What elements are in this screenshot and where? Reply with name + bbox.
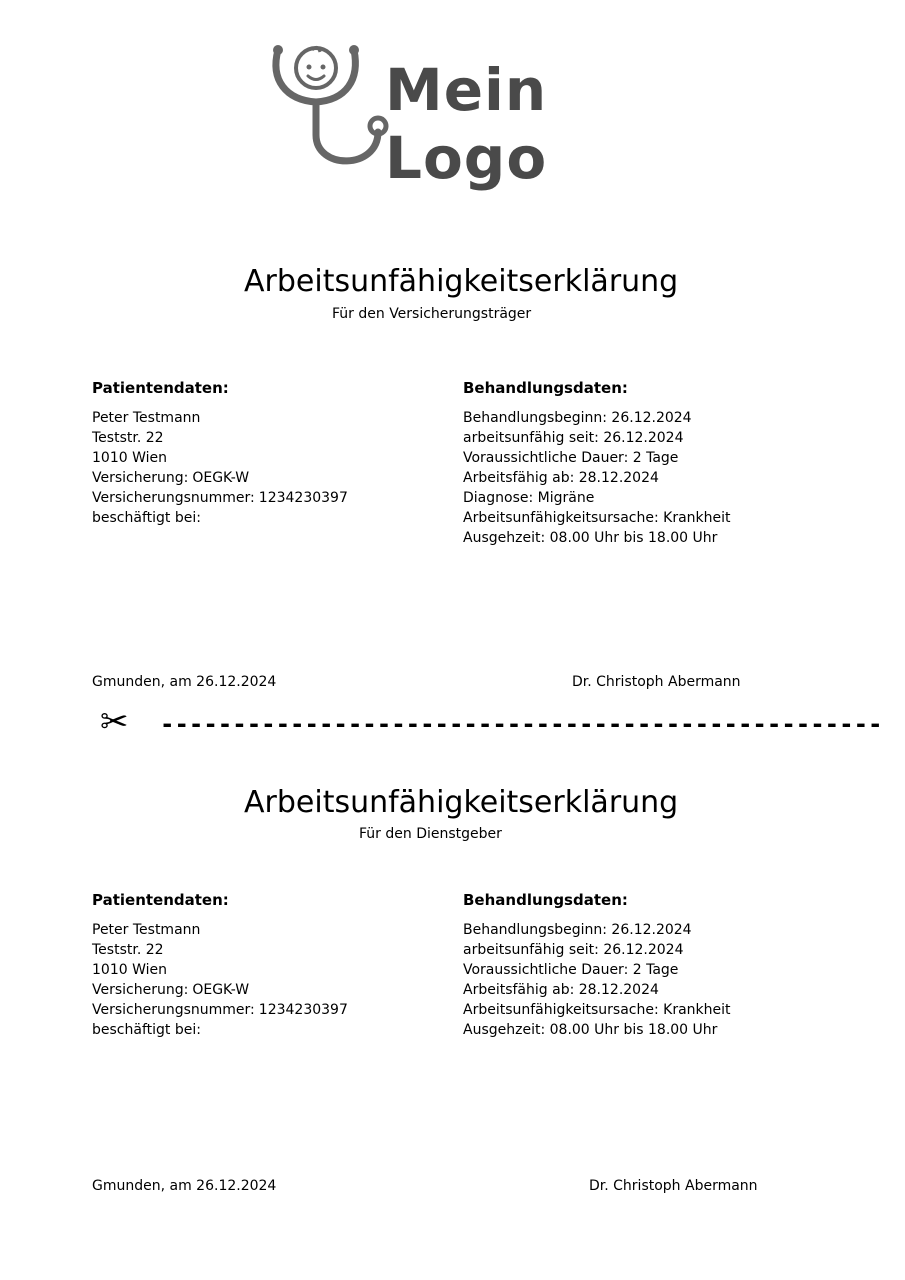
cut-dashes: -------------------------------------------------- xyxy=(160,710,883,738)
doctor-name: Dr. Christoph Abermann xyxy=(589,1178,758,1194)
patient-employer: beschäftigt bei: xyxy=(92,510,201,526)
patient-insurance-number xyxy=(92,488,348,508)
treatment-line: Behandlungsbeginn: 26.12.2024 xyxy=(463,922,692,938)
insno-value: 1234230397 xyxy=(258,1002,348,1018)
treatment-line: Ausgehzeit: 08.00 Uhr bis 18.00 Uhr xyxy=(463,530,718,546)
place-date: Gmunden, am 26.12.2024 xyxy=(92,674,277,690)
insurance-label: Versicherung: xyxy=(92,982,189,998)
patient-insurance-number xyxy=(92,1000,348,1020)
place-date: Gmunden, am 26.12.2024 xyxy=(92,1178,277,1194)
patient-insurance xyxy=(92,468,348,488)
insurance-label: Versicherung: xyxy=(92,470,189,486)
treatment-line: Diagnose: Migräne xyxy=(463,490,595,506)
treatment-line: Arbeitsfähig ab: 28.12.2024 xyxy=(463,470,659,486)
insno-label: Versicherungsnummer: xyxy=(92,1002,255,1018)
treatment-block xyxy=(463,408,731,548)
patient-block xyxy=(92,920,348,1040)
cut-line xyxy=(100,702,883,742)
insurance-value: OEGK-W xyxy=(192,982,250,998)
treatment-line: Voraussichtliche Dauer: 2 Tage xyxy=(463,450,679,466)
page-title: Arbeitsunfähigkeitserklärung xyxy=(244,785,679,820)
treatment-heading: Behandlungsdaten: xyxy=(463,379,628,397)
patient-insurance xyxy=(92,980,348,1000)
treatment-line: Arbeitsfähig ab: 28.12.2024 xyxy=(463,982,659,998)
patient-city: 1010 Wien xyxy=(92,962,167,978)
treatment-heading: Behandlungsdaten: xyxy=(463,891,628,909)
patient-street: Teststr. 22 xyxy=(92,430,164,446)
treatment-block xyxy=(463,920,731,1040)
patient-name: Peter Testmann xyxy=(92,410,201,426)
insno-value: 1234230397 xyxy=(258,490,348,506)
treatment-line: Voraussichtliche Dauer: 2 Tage xyxy=(463,962,679,978)
treatment-line: Behandlungsbeginn: 26.12.2024 xyxy=(463,410,692,426)
logo-text: Mein Logo xyxy=(385,56,548,192)
patient-heading: Patientendaten: xyxy=(92,379,229,397)
patient-heading: Patientendaten: xyxy=(92,891,229,909)
scissors-icon: ✂ xyxy=(100,702,129,742)
insno-label: Versicherungsnummer: xyxy=(92,490,255,506)
doctor-name: Dr. Christoph Abermann xyxy=(572,674,741,690)
logo xyxy=(268,40,728,192)
treatment-line: Ausgehzeit: 08.00 Uhr bis 18.00 Uhr xyxy=(463,1022,718,1038)
page-subtitle: Für den Dienstgeber xyxy=(359,826,502,842)
page-title: Arbeitsunfähigkeitserklärung xyxy=(244,264,679,299)
treatment-line: arbeitsunfähig seit: 26.12.2024 xyxy=(463,430,684,446)
patient-employer: beschäftigt bei: xyxy=(92,1022,201,1038)
treatment-line: Arbeitsunfähigkeitsursache: Krankheit xyxy=(463,1002,731,1018)
treatment-line: Arbeitsunfähigkeitsursache: Krankheit xyxy=(463,510,731,526)
patient-name: Peter Testmann xyxy=(92,922,201,938)
patient-street: Teststr. 22 xyxy=(92,942,164,958)
page-subtitle: Für den Versicherungsträger xyxy=(332,306,532,322)
insurance-value: OEGK-W xyxy=(192,470,250,486)
patient-city: 1010 Wien xyxy=(92,450,167,466)
patient-block xyxy=(92,408,348,528)
treatment-line: arbeitsunfähig seit: 26.12.2024 xyxy=(463,942,684,958)
stethoscope-baby-icon xyxy=(268,40,398,170)
